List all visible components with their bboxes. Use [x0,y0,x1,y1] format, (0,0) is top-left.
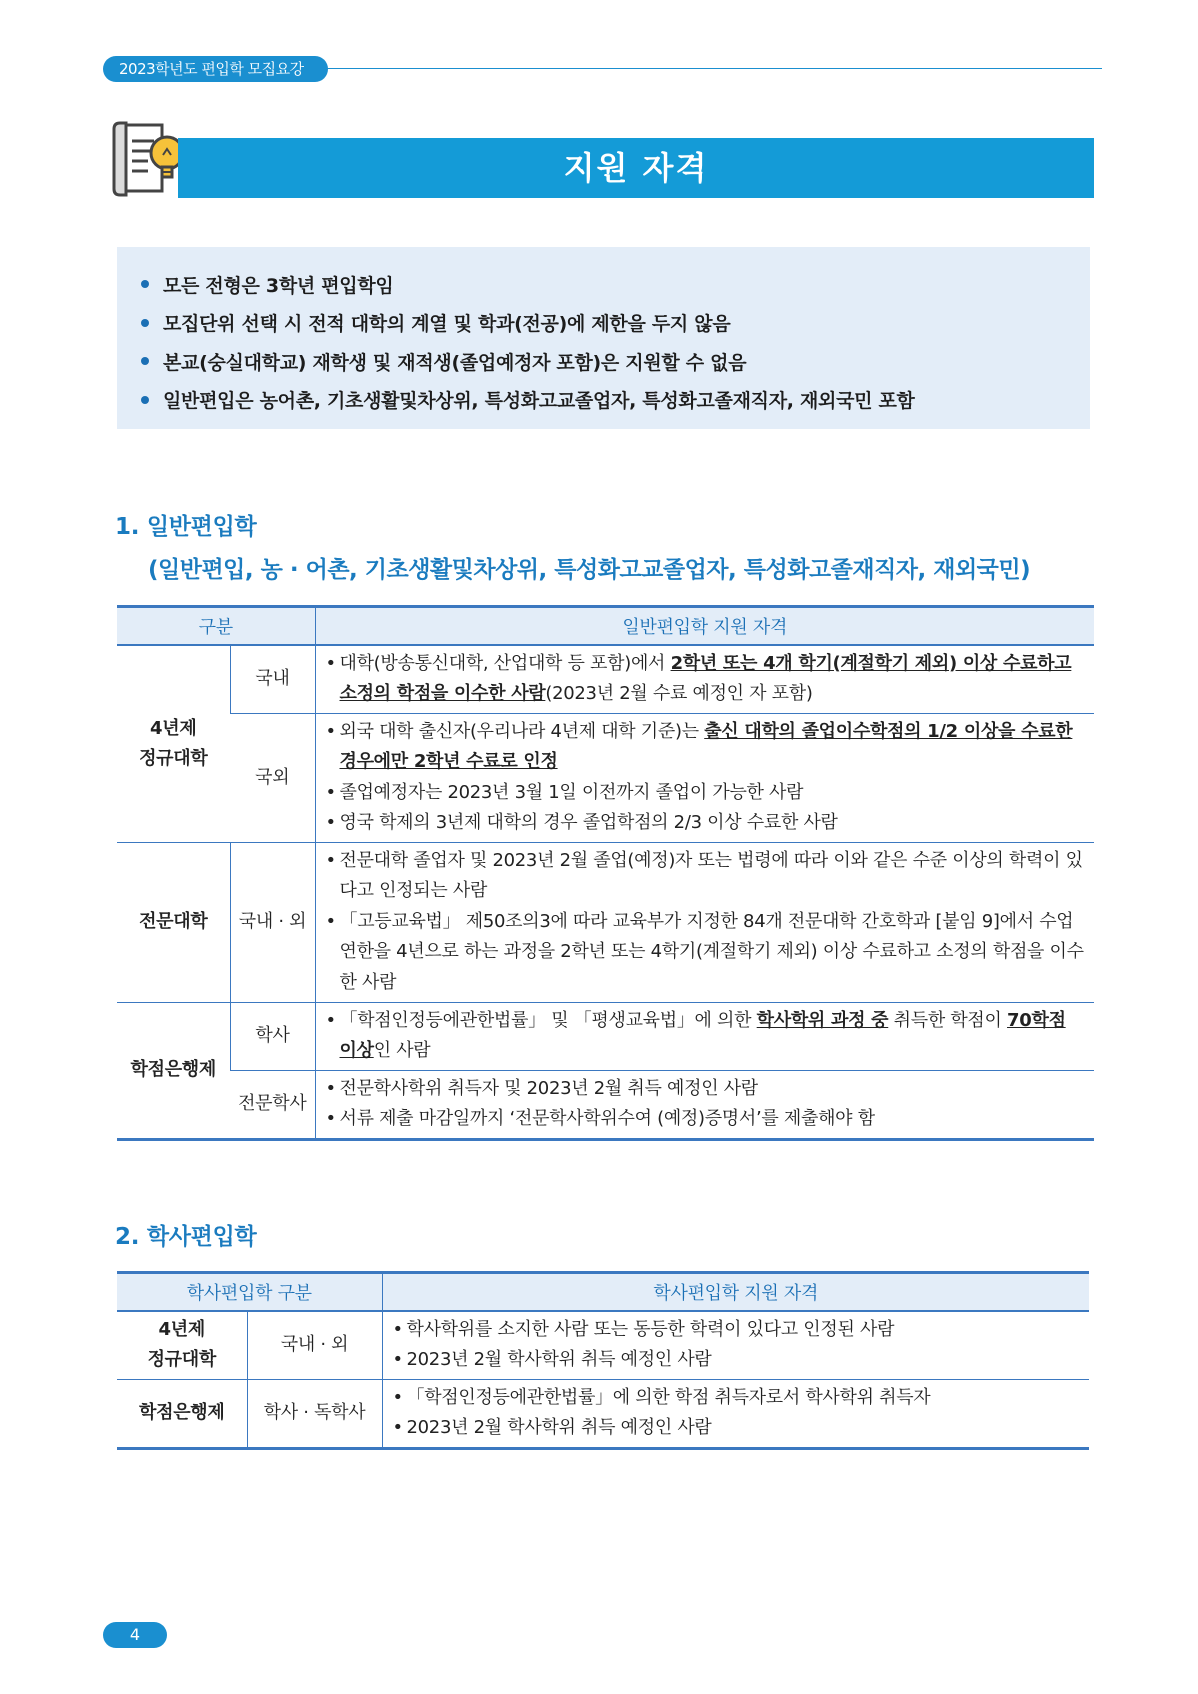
category-4yr-university: 4년제 정규대학 [117,645,230,843]
table-header-category: 구분 [117,607,315,645]
summary-item: 본교(숭실대학교) 재학생 및 재적생(졸업예정자 포함)은 지원할 수 없음 [141,342,1090,381]
category-credit-bank: 학점은행제 [117,1002,230,1139]
category-junior-college: 전문대학 [117,842,230,1002]
section-2-heading: 2. 학사편입학 [115,1224,257,1250]
eligibility-summary-box [117,247,1090,429]
subcategory-domestic-foreign: 국내 · 외 [247,1311,382,1380]
subcategory-bachelor: 학사 [230,1002,315,1070]
bachelor-transfer-table [117,1271,1089,1450]
subcategory-bachelor-self-study: 학사 · 독학사 [247,1379,382,1448]
qualification-cell: • 「학점인정등에관한법률」 및 「평생교육법」에 의한 학사학위 과정 중 취득한 학점이 70학점 이상인 사람 [315,1002,1094,1070]
general-transfer-table [117,605,1094,1141]
subcategory-domestic: 국내 [230,645,315,714]
bullet-icon [141,396,149,404]
subcategory-foreign: 국외 [230,713,315,842]
section-title: 지원 자격 [178,138,1094,198]
section-1-subheading: (일반편입, 농 · 어촌, 기초생활및차상위, 특성화고교졸업자, 특성화고졸재직자, 재외국민) [148,557,1031,583]
table-header-qualification: 학사편입학 지원 자격 [382,1273,1089,1311]
qualification-cell: • 「학점인정등에관한법률」에 의한 학점 취득자로서 학사학위 취득자 • 2023년 2월 학사학위 취득 예정인 사람 [382,1379,1089,1448]
summary-item: 모집단위 선택 시 전적 대학의 계열 및 학과(전공)에 제한을 두지 않음 [141,304,1090,343]
document-header-badge: 2023학년도 편입학 모집요강 [103,56,328,82]
table-header-category: 학사편입학 구분 [117,1273,382,1311]
table-header-qualification: 일반편입학 지원 자격 [315,607,1094,645]
qualification-cell: • 학사학위를 소지한 사람 또는 동등한 학력이 있다고 인정된 사람 • 2023년 2월 학사학위 취득 예정인 사람 [382,1311,1089,1380]
bullet-icon [141,319,149,327]
bullet-icon [141,357,149,365]
subcategory-associate: 전문학사 [230,1070,315,1139]
header-rule [326,68,1102,69]
summary-item: 모든 전형은 3학년 편입학임 [141,265,1090,304]
qualification-cell: • 전문대학 졸업자 및 2023년 2월 졸업(예정)자 또는 법령에 따라 이와 같은 수준 이상의 학력이 있다고 인정되는 사람 • 「고등교육법」 제50조의3에 따라 교육부가 지정한 84개 전문대학 간호학과 [붙임 9]에서 수업연한을 4년으로 하는 과정을 2학년 또는 4학기(계절학기 제외) 이상 수료하고 소정의 학점을 이수한 사람 [315,842,1094,1002]
qualification-cell: • 대학(방송통신대학, 산업대학 등 포함)에서 2학년 또는 4개 학기(계절학기 제외) 이상 수료하고 소정의 학점을 이수한 사람(2023년 2월 수료 예정인 자 포함) [315,645,1094,714]
subcategory-domestic-foreign: 국내 · 외 [230,842,315,1002]
summary-item: 일반편입은 농어촌, 기초생활및차상위, 특성화고교졸업자, 특성화고졸재직자, 재외국민 포함 [141,381,1090,420]
bullet-icon [141,280,149,288]
category-credit-bank: 학점은행제 [117,1379,247,1448]
page-number: 4 [103,1622,167,1648]
qualification-cell: • 전문학사학위 취득자 및 2023년 2월 취득 예정인 사람 • 서류 제출 마감일까지 ‘전문학사학위수여 (예정)증명서’를 제출해야 함 [315,1070,1094,1139]
qualification-cell: • 외국 대학 출신자(우리나라 4년제 대학 기준)는 출신 대학의 졸업이수학점의 1/2 이상을 수료한 경우에만 2학년 수료로 인정 • 졸업예정자는 2023년 3월 1일 이전까지 졸업이 가능한 사람 • 영국 학제의 3년제 대학의 경우 졸업학점의 2/3 이상 수료한 사람 [315,713,1094,842]
section-1-heading: 1. 일반편입학 [115,514,257,540]
category-4yr-university: 4년제 정규대학 [117,1311,247,1380]
